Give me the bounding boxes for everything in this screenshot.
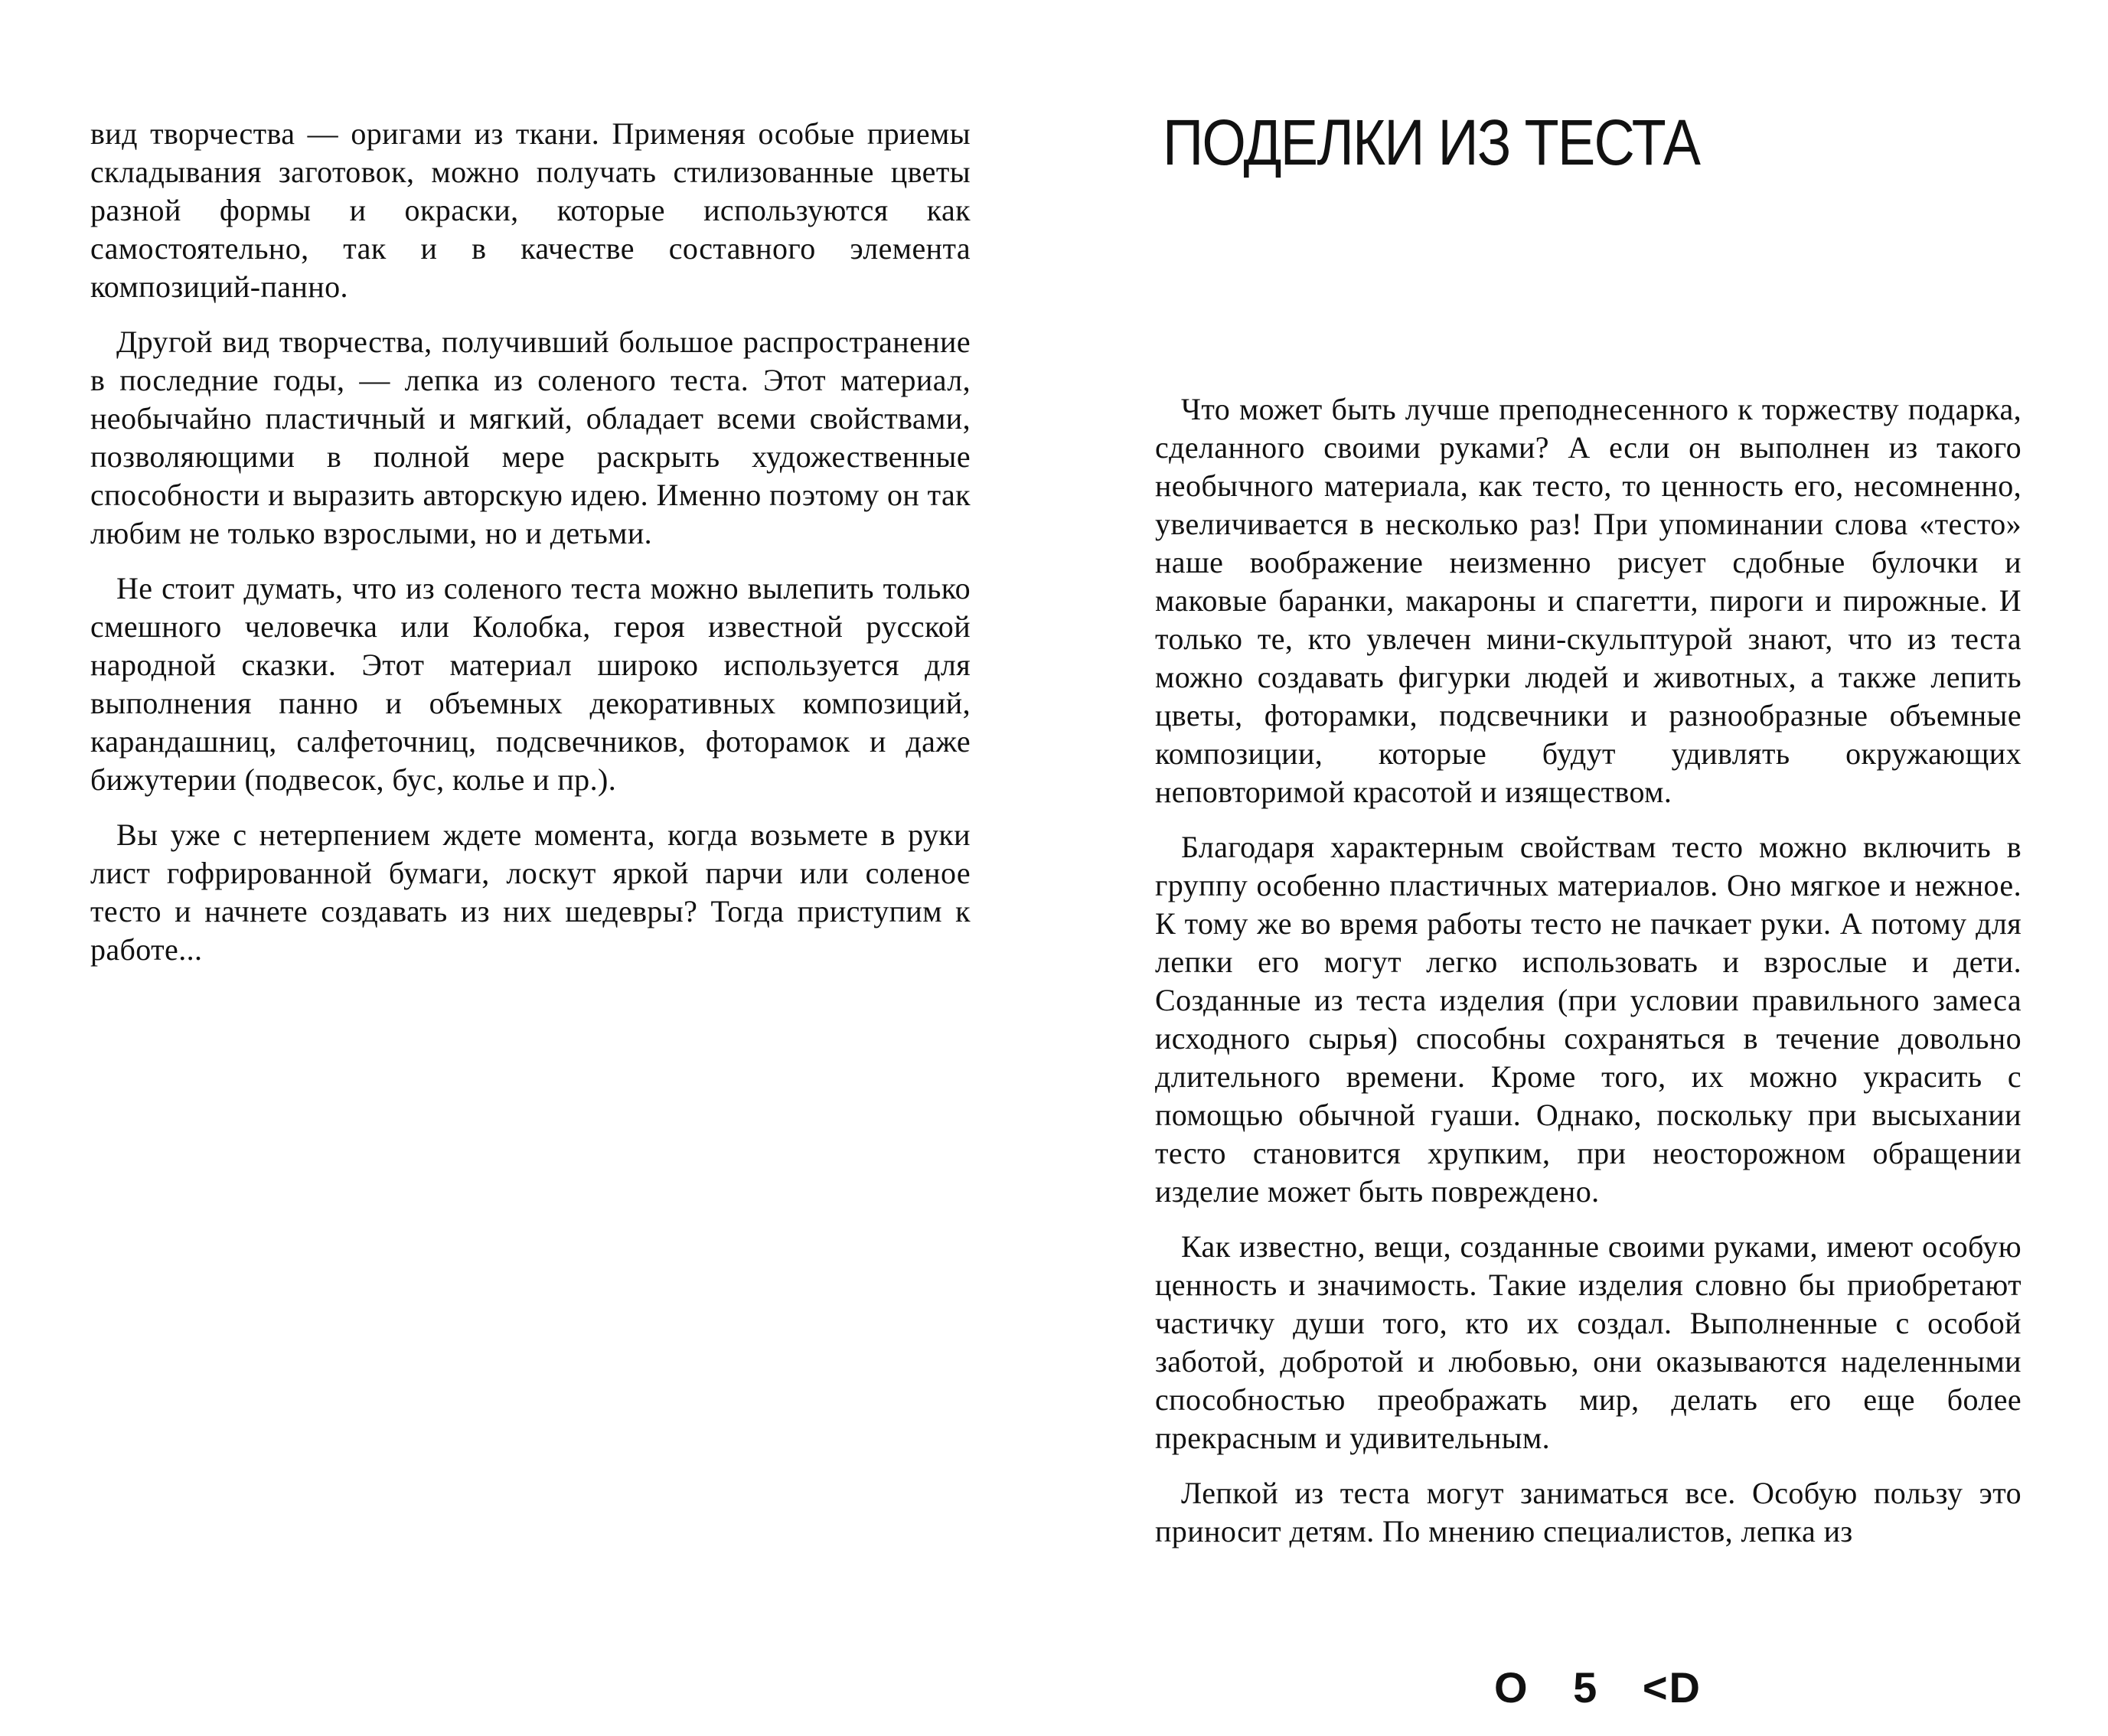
right-paragraph-4: Лепкой из теста могут заниматься все. Особую пользу это приносит детям. По мнению специалистов, лепка из <box>1155 1476 2022 1548</box>
right-paragraph-2: Благодаря характерным свойствам тесто можно включить в группу особенно пластичных материалов. Оно мягкое и нежное. К тому же во время работы тесто не пачкает руки. А потому для лепки его могут легко использовать и взрослые и дети. Созданные из теста изделия (при условии правильного замеса исходного сырья) способны сохраняться в течение довольно длительного времени. Кроме того, их можно украсить с помощью обычной гуаши. Однако, поскольку при высыхании тесто становится хрупким, при неосторожном обращении изделие может быть повреждено. <box>1155 830 2022 1209</box>
right-paragraph-1: Что может быть лучше преподнесенного к торжеству подарка, сделанного своими руками? А если он выполнен из такого необычного материала, как тесто, то ценность его, несомненно, увеличивается в несколько раз! При упоминании слова «тесто» наше воображение неизменно рисует сдобные булочки и маковые баранки, макароны и спагетти, пироги и пирожные. И только те, кто увлечен мини-скульптурой знают, что из теста можно создавать фигурки людей и животных, а также лепить цветы, фоторамки, подсвечники и разнообразные объемные композиции, которые будут удивлять окружающих неповторимой красотой и изяществом. <box>1155 392 2022 809</box>
left-paragraph-4: Вы уже с нетерпением ждете момента, когда возьмете в руки лист гофрированной бумаги, лоскут яркой парчи или соленое тесто и начнете создавать из них шедевры? Тогда приступим к работе... <box>90 817 971 967</box>
left-paragraph-3: Не стоит думать, что из соленого теста можно вылепить только смешного человечка или Колобка, героя известной русской народной сказки. Этот материал широко используется для выполнения панно и объемных декоративных композиций, карандашниц, салфеточниц, подсвечников, фоторамок и даже бижутерии (подвесок, бус, колье и пр.). <box>90 571 971 797</box>
chapter-title: ПОДЕЛКИ ИЗ ТЕСТА <box>1163 106 1700 178</box>
right-text-column <box>1155 390 2022 1568</box>
footer-mark-3: <D <box>1642 1663 1702 1712</box>
page-footer-marks <box>1494 1663 1732 1712</box>
left-text-column <box>90 115 971 986</box>
right-page <box>1054 0 2108 1736</box>
footer-mark-1: O <box>1494 1663 1529 1712</box>
footer-mark-page-number: 5 <box>1573 1663 1599 1712</box>
right-paragraph-3: Как известно, вещи, созданные своими руками, имеют особую ценность и значимость. Такие изделия словно бы приобретают частичку души того, кто их создал. Выполненные с особой заботой, добротой и любовью, они оказываются наделенными способностью преображать мир, делать его еще более прекрасным и удивительным. <box>1155 1229 2022 1455</box>
left-paragraph-1: вид творчества — оригами из ткани. Применяя особые приемы складывания заготовок, можно получать стилизованные цветы разной формы и окраски, которые используются как самостоятельно, так и в качестве составного элемента композиций-панно. <box>90 116 971 304</box>
left-paragraph-2: Другой вид творчества, получивший большое распространение в последние годы, — лепка из соленого теста. Этот материал, необычайно пластичный и мягкий, обладает всеми свойствами, позволяющими в полной мере раскрыть художественные способности и выразить авторскую идею. Именно поэтому он так любим не только взрослыми, но и детьми. <box>90 325 971 550</box>
